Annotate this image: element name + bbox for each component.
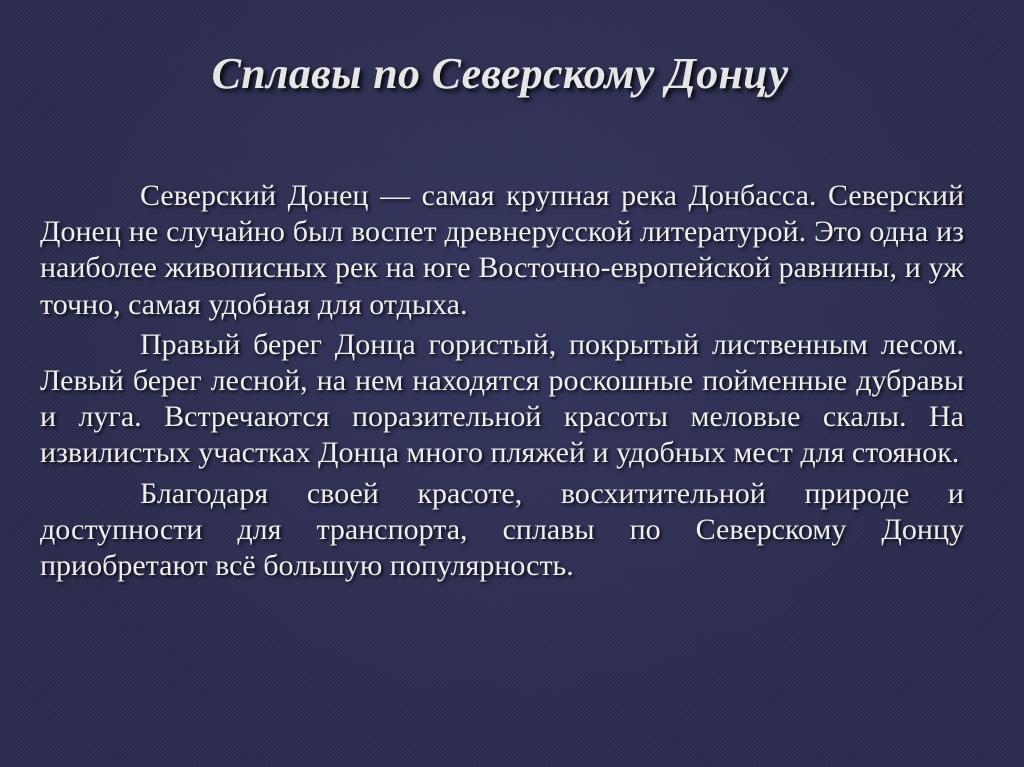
paragraph-banks: Правый берег Донца гористый, покрытый лиственным лесом. Левый берег лесной, на нем находятся роскошные пойменные дубравы и луга. Встречаются поразительной красоты меловые скалы. На извилистых участках Донца много пляжей и удобных мест для стоянок. bbox=[40, 327, 964, 470]
slide-body bbox=[40, 178, 964, 588]
slide-title: Сплавы по Северскому Донцу bbox=[211, 49, 789, 98]
paragraph-intro: Северский Донец — самая крупная река Донбасса. Северский Донец не случайно был воспет древнерусской литературой. Это одна из наиболее живописных рек на юге Восточно-европейской равнины, и уж точно, самая удобная для отдыха. bbox=[40, 179, 964, 321]
paragraph-popularity: Благодаря своей красоте, восхитительной природе и доступности для транспорта, сплавы по Северскому Донцу приобретают всё большую популярность. bbox=[40, 476, 964, 583]
